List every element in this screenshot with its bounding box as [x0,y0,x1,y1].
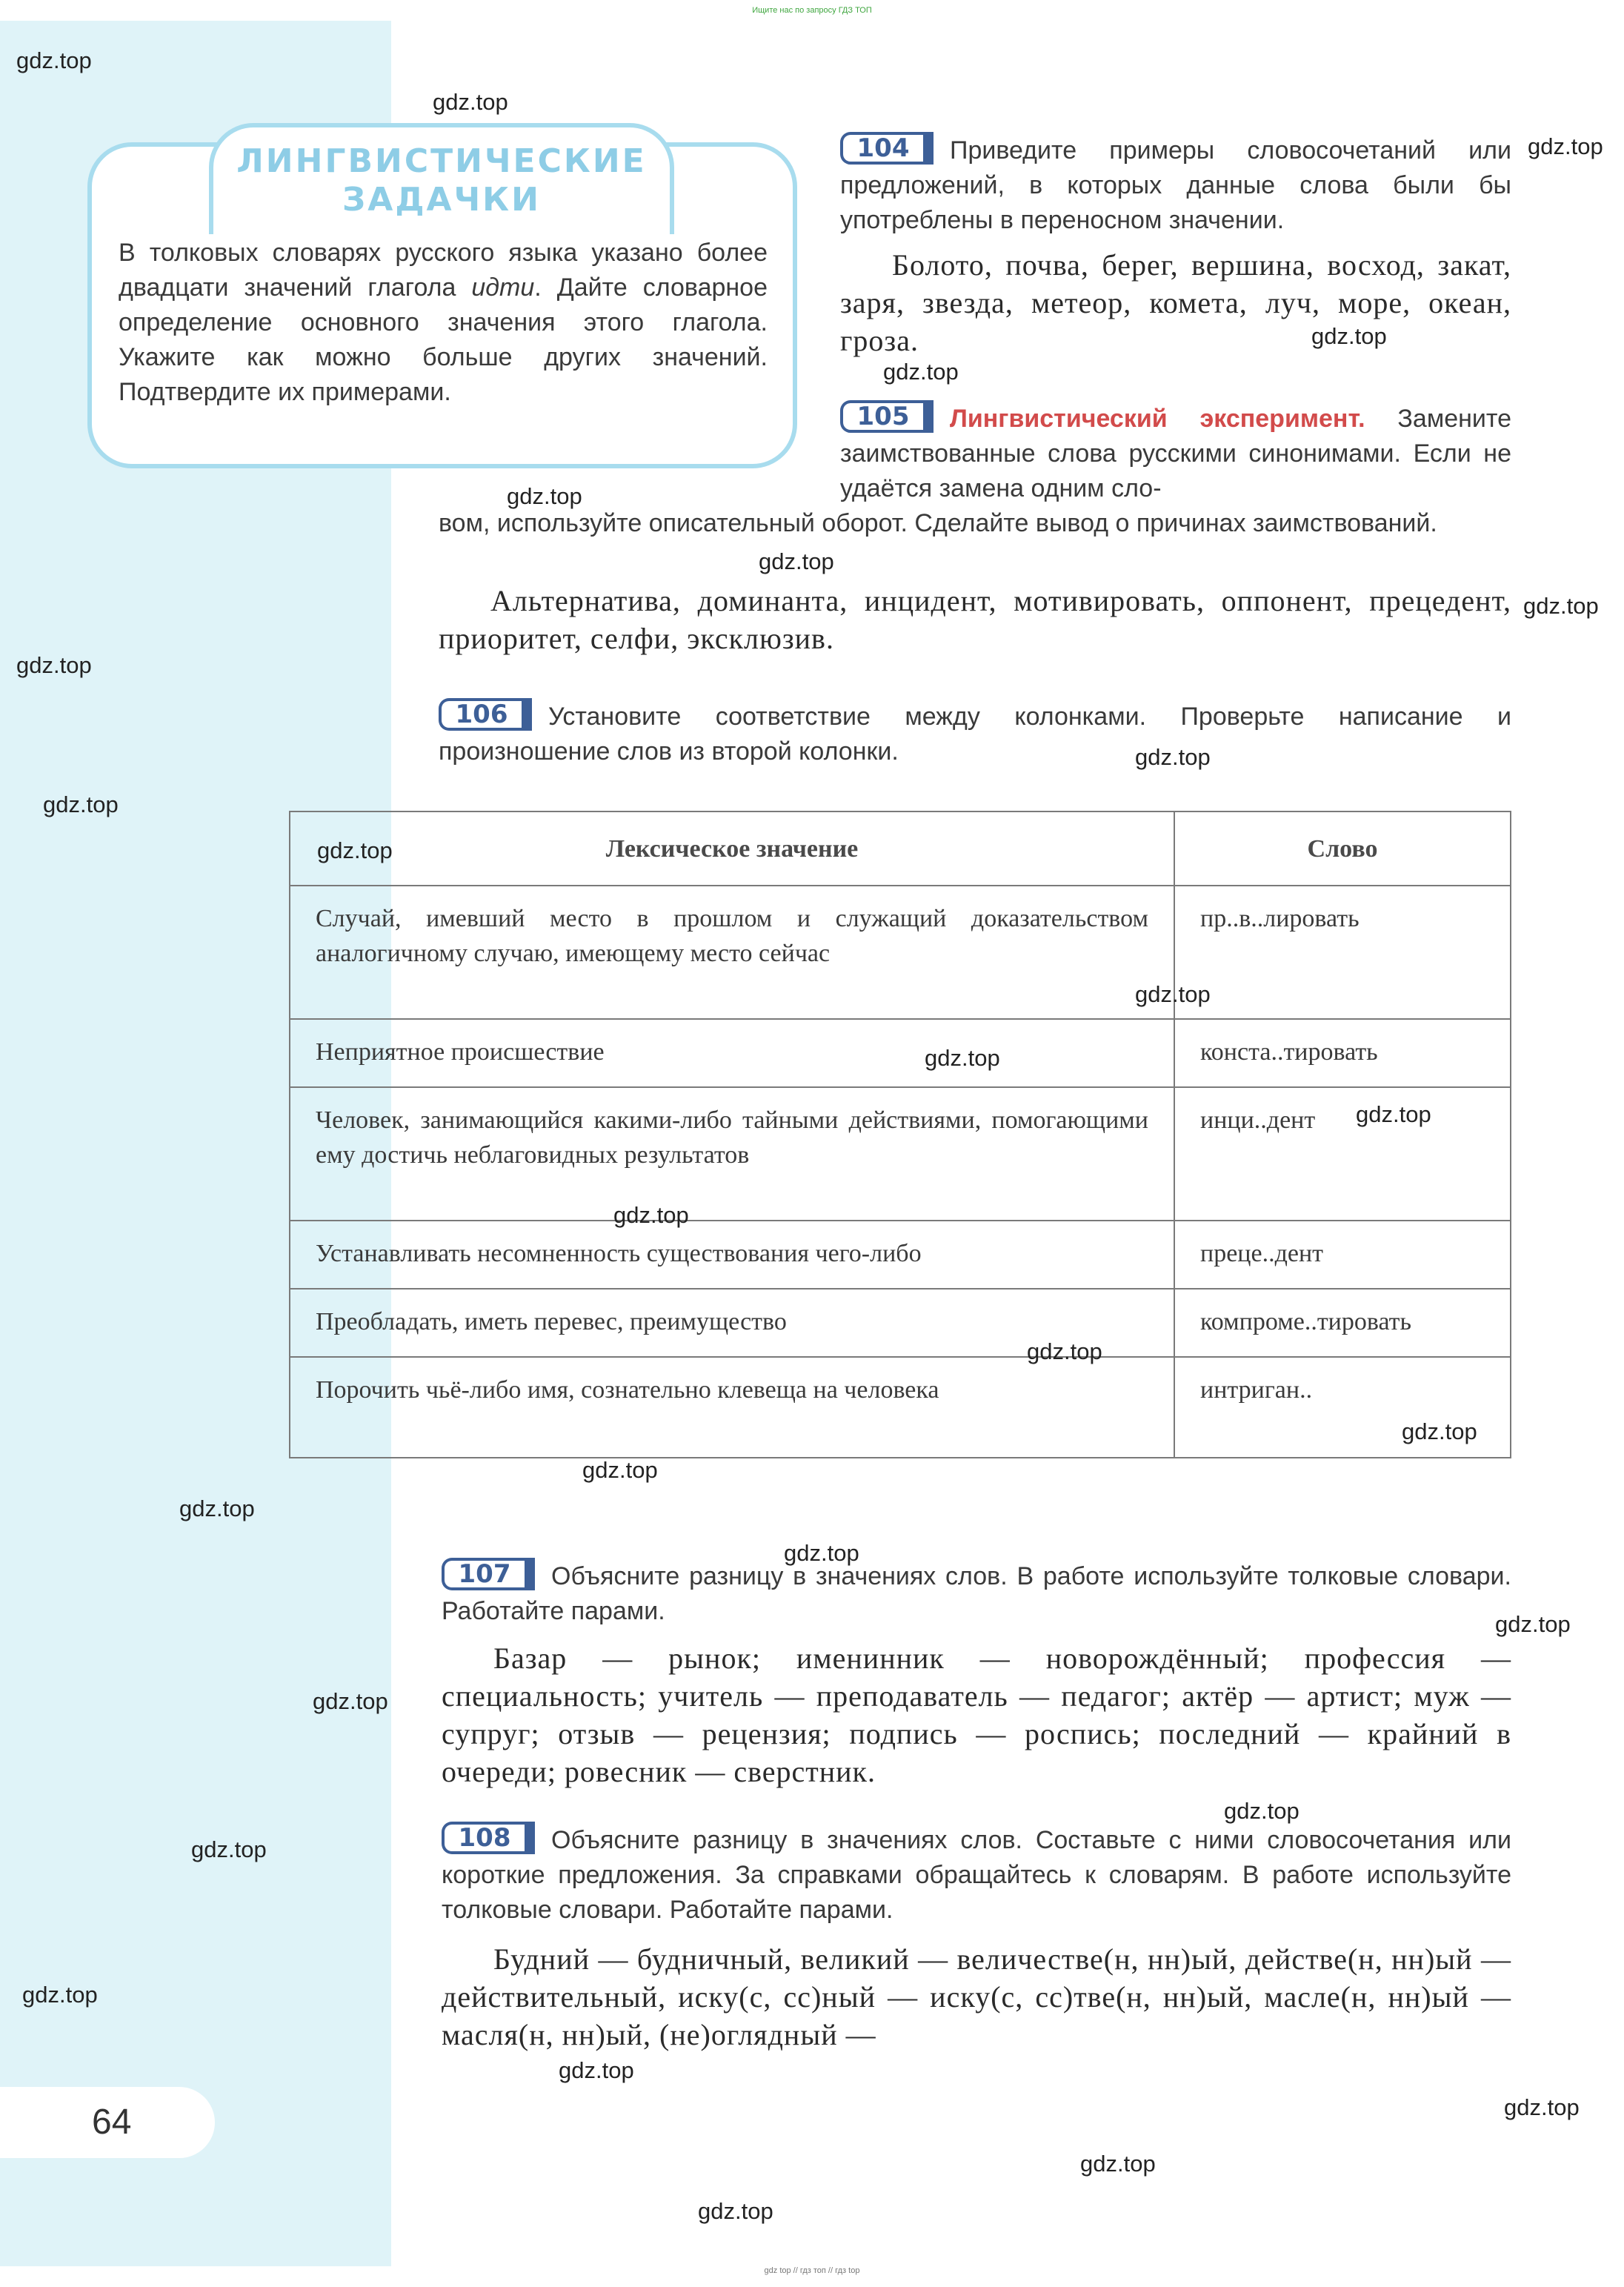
watermark: gdz.top [559,2057,634,2083]
table-header-row [290,811,1511,886]
watermark: gdz.top [1080,2151,1156,2177]
task-number-108: 108 [442,1822,535,1854]
watermark: gdz.top [1224,1798,1299,1824]
table-cell-meaning: Устанавливать несомненность существования чего-либо [290,1221,1174,1289]
task-104-text: Приведите примеры словосочетаний или предложений, в которых данные слова были бы употреблены в переносном значении. [840,136,1511,234]
table-cell-meaning: Преобладать, иметь перевес, преимущество [290,1289,1174,1357]
task-number-107: 107 [442,1558,535,1590]
watermark: gdz.top [191,1836,267,1862]
watermark: gdz.top [1135,981,1211,1007]
header-note: Ищите нас по запросу ГДЗ ТОП [752,6,872,15]
table-cell-word: преце..дент [1174,1221,1511,1289]
table-cell-word: пр..в..лировать [1174,886,1511,1019]
task-105-title: Лингвистический эксперимент. [950,405,1365,433]
linguistic-tasks-title: ЛИНГВИСТИЧЕСКИЕ ЗАДАЧКИ [236,142,647,219]
table-cell-word: инци..дент [1174,1087,1511,1221]
task-104-words: Болото, почва, берег, вершина, восход, закат, заря, звезда, метеор, комета, луч, море, океан, гроза. [840,248,1511,357]
table-cell-meaning: Случай, имевший место в прошлом и служащий доказательством аналогичному случаю, имеющему место сейчас [290,886,1174,1019]
table-cell-meaning: Человек, занимающийся какими-либо тайными действиями, помогающими ему достичь неблаговидных результатов [290,1087,1174,1221]
table-row [290,1087,1511,1221]
table-cell-meaning: Неприятное происшествие [290,1019,1174,1087]
watermark: gdz.top [883,359,959,385]
table-header-word: Слово [1174,811,1511,886]
watermark: gdz.top [16,652,92,678]
watermark: gdz.top [1402,1418,1477,1444]
task-108-text: Объясните разницу в значениях слов. Составьте с ними словосочетания или короткие предложения. За справками обращайтесь к словарям. В работе используйте толковые словари. Работайте парами. [442,1826,1511,1924]
table-cell-word: компроме..тировать [1174,1289,1511,1357]
task-number-106: 106 [439,698,532,731]
table-row [290,1019,1511,1087]
watermark: gdz.top [784,1540,859,1566]
table-cell-meaning: Порочить чьё-либо имя, сознательно клевеща на человека [290,1357,1174,1458]
task-105-text-bottom: вом, используйте описательный оборот. Сделайте вывод о причинах заимствований. [439,509,1437,537]
watermark: gdz.top [179,1496,255,1521]
task-105-text-top: Лингвистический эксперимент. Замените заимствованные слова русскими синонимами. Если не удаётся замена одним сло- [840,405,1511,502]
watermark: gdz.top [433,89,508,115]
watermark: gdz.top [22,1982,98,2008]
watermark: gdz.top [1356,1101,1431,1127]
table-row [290,1289,1511,1357]
watermark: gdz.top [1523,593,1599,619]
watermark: gdz.top [1495,1611,1571,1637]
watermark: gdz.top [43,791,119,817]
task-107-text: Объясните разницу в значениях слов. В работе используйте толковые словари. Работайте парами. [442,1562,1511,1625]
page-number: 64 [92,2102,132,2142]
task-106-text: Установите соответствие между колонками. Проверьте написание и произношение слов из второй колонки. [439,703,1511,766]
watermark: gdz.top [313,1688,388,1714]
table-row [290,1357,1511,1458]
watermark: gdz.top [16,47,92,73]
table-row [290,1221,1511,1289]
watermark: gdz.top [507,483,582,509]
table-cell-word: интриган.. [1174,1357,1511,1458]
watermark: gdz.top [1135,744,1211,770]
task-108-words: Будний — будничный, великий — величестве(н, нн)ый, действе(н, нн)ый — действительный, иску(с, сс)ный — иску(с, сс)тве(н, нн)ый, масле(н, нн)ый — масля(н, нн)ый, (не)оглядный — [442,1942,1511,2051]
task-105-words: Альтернатива, доминанта, инцидент, мотивировать, оппонент, прецедент, приоритет, селфи, эксклюзив. [439,584,1511,655]
task-107-words: Базар — рынок; именинник — новорождённый; профессия — специальность; учитель — преподаватель — педагог; актёр — артист; муж — супруг; отзыв — рецензия; подпись — роспись; последний — крайний в очереди; ровесник — сверстник. [442,1642,1511,1788]
watermark: gdz.top [613,1202,689,1228]
watermark: gdz.top [1027,1338,1102,1364]
watermark: gdz.top [582,1457,658,1483]
vocabulary-table [289,811,1511,1458]
watermark: gdz.top [698,2198,773,2224]
watermark: gdz.top [1311,323,1387,349]
table-header-meaning: Лексическое значение [290,811,1174,886]
task-number-104: 104 [840,132,934,165]
watermark: gdz.top [1528,133,1603,159]
linguistic-tasks-text: В толковых словарях русского языка указано более двадцати значений глагола идти. Дайте словарное определение основного значения этого глагола. Укажите как можно больше других значений. Подтвердите их примерами. [119,239,768,406]
task-number-105: 105 [840,400,934,433]
table-row [290,886,1511,1019]
watermark: gdz.top [317,837,393,863]
watermark: gdz.top [1504,2094,1580,2120]
watermark: gdz.top [925,1045,1000,1071]
table-cell-word: конста..тировать [1174,1019,1511,1087]
watermark: gdz.top [759,548,834,574]
footer-note: gdz top // гдз топ // гдз top [764,2266,860,2275]
